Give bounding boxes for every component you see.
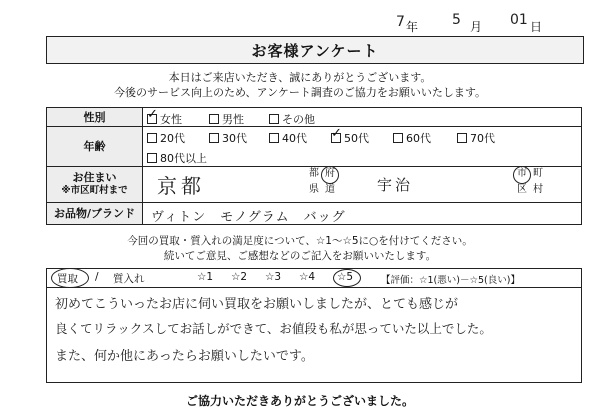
age-80plus-checkbox[interactable]: [147, 153, 157, 163]
date-day-unit: 日: [530, 20, 543, 34]
type-buy-circle: [51, 268, 89, 288]
address-sublabel: ※市区町村まで: [61, 185, 128, 196]
date-year-unit: 年: [406, 20, 419, 34]
age-50s-checkbox[interactable]: [331, 133, 341, 143]
date-day-hand: 01: [510, 12, 528, 28]
gender-option-other[interactable]: その他: [269, 111, 315, 127]
rating-scale-note: 【評価：☆1(悪い)－☆5(良い)】: [381, 275, 520, 286]
age-option-40s[interactable]: 40代: [269, 130, 307, 146]
star-3[interactable]: ☆3: [265, 271, 282, 283]
prefecture-selected-circle: [321, 166, 339, 184]
type-pawn[interactable]: 質入れ: [113, 273, 145, 285]
age-40s-checkbox[interactable]: [269, 133, 279, 143]
city-hand: 宇治: [377, 176, 414, 194]
intro-line-2: 今後のサービス向上のため、アンケート調査のご協力をお願いいたします。: [113, 86, 487, 99]
date-month-hand: 5: [452, 12, 461, 28]
prefecture-unit-do: 道: [325, 184, 335, 195]
date-month-unit: 月: [470, 20, 483, 34]
prefecture-unit-to: 都: [309, 168, 319, 179]
gender-male-checkbox[interactable]: [209, 114, 219, 124]
rating-header: [47, 269, 581, 288]
gender-option-female[interactable]: ✓ 女性: [147, 111, 182, 127]
type-buy[interactable]: 買取: [57, 273, 78, 285]
gender-other-checkbox[interactable]: [269, 114, 279, 124]
star-4[interactable]: ☆4: [299, 271, 316, 283]
city-unit-shi: 市: [517, 168, 527, 179]
customer-info-table: [46, 107, 582, 225]
star-1[interactable]: ☆1: [197, 271, 214, 283]
prefecture-unit-ken: 県: [309, 184, 319, 195]
thanks-message: ご協力いただきありがとうございました。: [185, 394, 414, 408]
satisfaction-intro-1: 今回の買取・質入れの満足度について、☆1〜☆5に○を付けてください。: [127, 235, 473, 247]
comment-line-1: 初めてこういったお店に伺い買取をお願いしましたが、とても感じが: [55, 297, 459, 312]
comment-line-2: 良くてリラックスしてお話しができて、お値段も私が思っていた以上でした。: [55, 321, 492, 336]
star-2[interactable]: ☆2: [231, 271, 248, 283]
gender-option-male[interactable]: 男性: [209, 111, 244, 127]
gender-female-checkbox[interactable]: [147, 114, 157, 124]
comment-line-3: また、何か他にあったらお願いしたいです。: [55, 349, 314, 364]
city-unit-ku: 区: [517, 184, 527, 195]
age-option-30s[interactable]: 30代: [209, 130, 247, 146]
age-label: 年齢: [47, 126, 142, 166]
gender-label: 性別: [47, 108, 142, 126]
city-selected-circle: [513, 166, 531, 184]
age-option-20s[interactable]: 20代: [147, 130, 185, 146]
city-unit-son: 村: [533, 184, 543, 195]
age-option-50s[interactable]: ✓ 50代: [331, 130, 369, 146]
address-label: お住まい ※市区町村まで: [47, 166, 142, 202]
item-label: お品物/ブランド: [47, 202, 142, 224]
city-unit-cho: 町: [533, 168, 543, 179]
satisfaction-intro-2: 続いてご意見、ご感想などのご記入をお願いいたします。: [163, 250, 437, 262]
age-60s-checkbox[interactable]: [393, 133, 403, 143]
item-value-hand: ヴィトン モノグラム バッグ: [151, 210, 346, 225]
star-5-circle: [333, 269, 361, 287]
date-year-hand: 7: [396, 14, 405, 30]
survey-title: お客様アンケート: [46, 36, 584, 64]
age-70s-checkbox[interactable]: [457, 133, 467, 143]
prefecture-hand: 京都: [157, 174, 205, 198]
comment-box: [46, 268, 582, 383]
prefecture-unit-fu: 府: [325, 168, 335, 179]
star-5[interactable]: ☆5: [337, 271, 354, 283]
age-option-70s[interactable]: 70代: [457, 130, 495, 146]
intro-line-1: 本日はご来店いただき、誠にありがとうございます。: [168, 71, 432, 84]
age-option-60s[interactable]: 60代: [393, 130, 431, 146]
age-option-80plus[interactable]: 80代以上: [147, 150, 207, 166]
type-separator: /: [95, 271, 99, 283]
age-30s-checkbox[interactable]: [209, 133, 219, 143]
age-20s-checkbox[interactable]: [147, 133, 157, 143]
